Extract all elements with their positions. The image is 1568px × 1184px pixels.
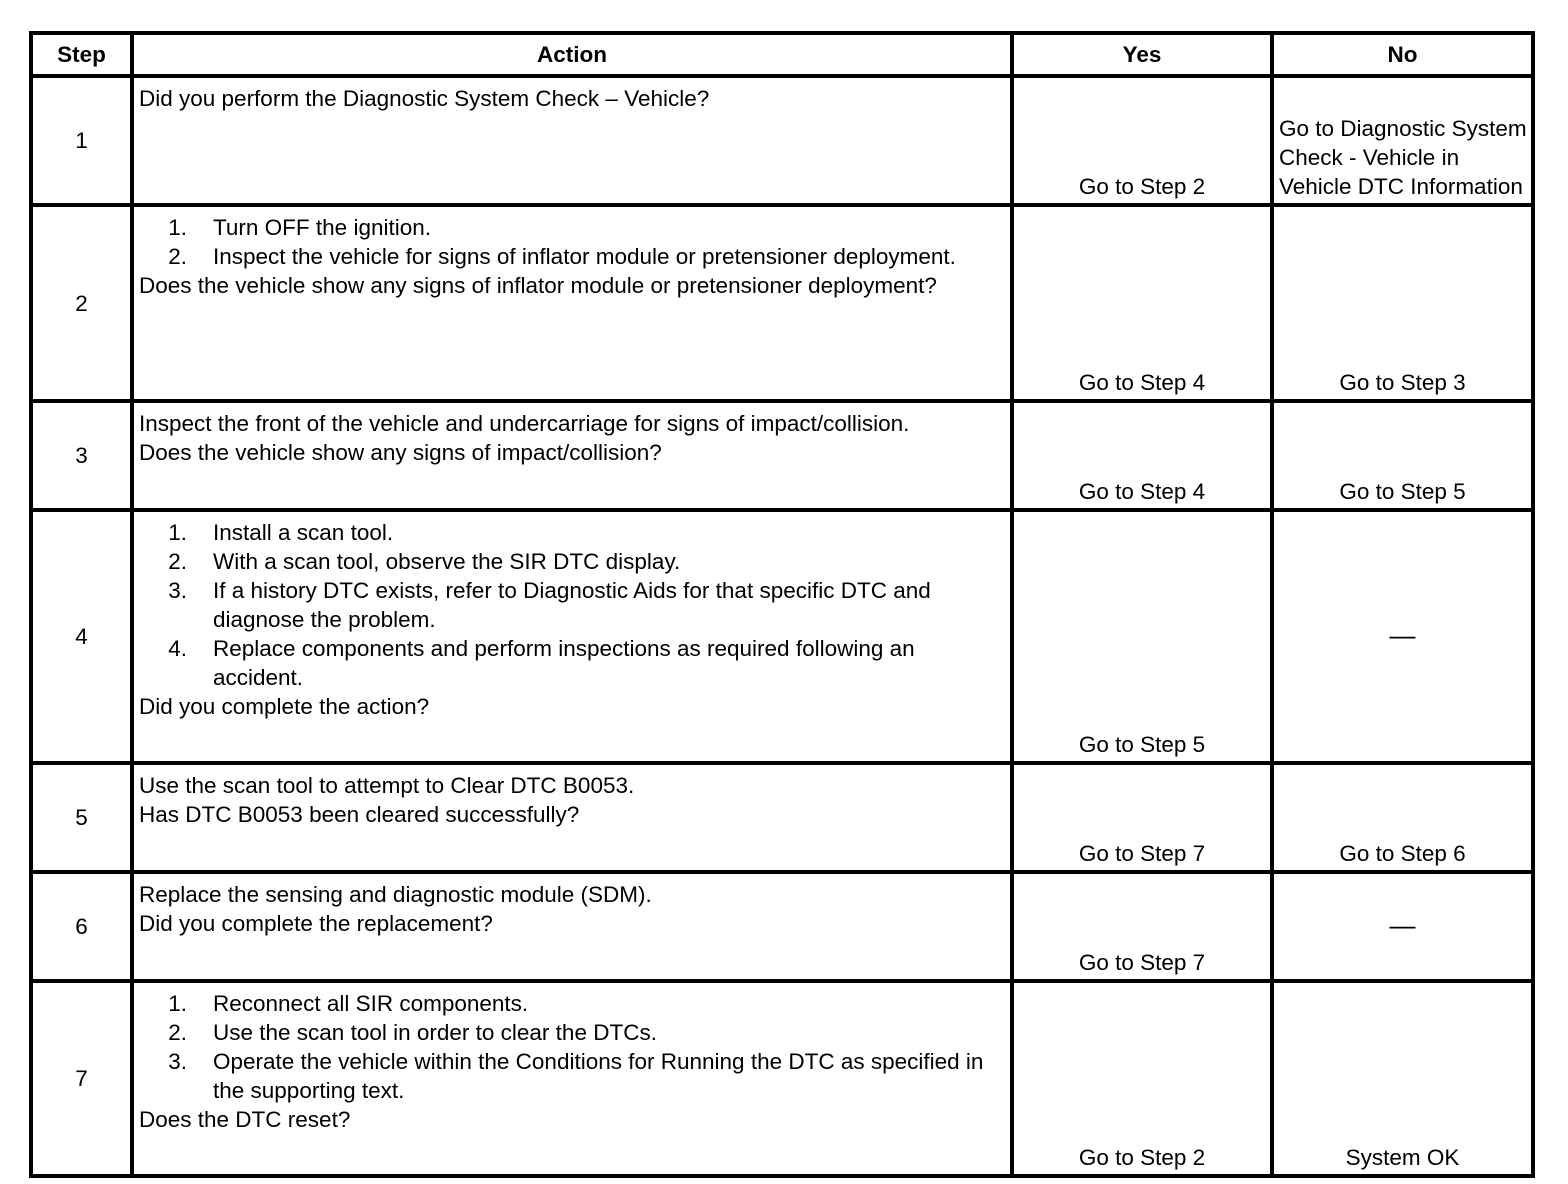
action-cell (132, 401, 1012, 510)
no-cell: Go to Diagnostic System Check - Vehicle in Vehicle DTC Information (1272, 76, 1533, 205)
step-number: 4 (31, 510, 132, 763)
action-cell (132, 981, 1012, 1176)
table-row (31, 981, 1533, 1176)
step-number: 6 (31, 872, 132, 981)
action-question: Did you complete the replacement? (139, 911, 493, 936)
list-item: 2. Inspect the vehicle for signs of inflator module or pretensioner deployment. (168, 244, 956, 269)
yes-cell: Go to Step 2 (1012, 76, 1272, 205)
step-number: 1 (31, 76, 132, 205)
yes-cell: Go to Step 7 (1012, 763, 1272, 872)
action-question: Does the DTC reset? (139, 1107, 351, 1132)
list-item: 1. Install a scan tool. (168, 520, 394, 545)
no-cell: Go to Step 3 (1272, 205, 1533, 401)
header-action: Action (132, 33, 1012, 76)
table-row (31, 205, 1533, 401)
yes-cell: Go to Step 4 (1012, 401, 1272, 510)
step-number: 2 (31, 205, 132, 401)
list-item: 1. Turn OFF the ignition. (168, 215, 432, 240)
no-cell: — (1272, 872, 1533, 981)
list-item: 4. Replace components and perform inspections as required following an accident. (168, 636, 915, 690)
action-question: Has DTC B0053 been cleared successfully? (139, 802, 580, 827)
step-number: 7 (31, 981, 132, 1176)
header-step: Step (31, 33, 132, 76)
action-cell (132, 76, 1012, 205)
no-cell: Go to Step 5 (1272, 401, 1533, 510)
action-question: Did you perform the Diagnostic System Check – Vehicle? (139, 86, 710, 111)
step-number: 5 (31, 763, 132, 872)
action-steps (139, 213, 1006, 271)
yes-cell: Go to Step 5 (1012, 510, 1272, 763)
list-item: 1. Reconnect all SIR components. (168, 991, 529, 1016)
yes-cell: Go to Step 7 (1012, 872, 1272, 981)
action-steps (139, 989, 1006, 1105)
table-row (31, 401, 1533, 510)
diagnostic-table (29, 31, 1535, 1178)
action-steps (139, 518, 1006, 692)
table-row (31, 510, 1533, 763)
step-number: 3 (31, 401, 132, 510)
list-item: 3. If a history DTC exists, refer to Diagnostic Aids for that specific DTC and diagnose the problem. (168, 578, 931, 632)
no-cell: — (1272, 510, 1533, 763)
list-item: 2. With a scan tool, observe the SIR DTC display. (168, 549, 681, 574)
yes-cell: Go to Step 2 (1012, 981, 1272, 1176)
action-intro: Inspect the front of the vehicle and undercarriage for signs of impact/collision. (139, 411, 910, 436)
action-cell (132, 205, 1012, 401)
no-cell: System OK (1272, 981, 1533, 1176)
table-row (31, 872, 1533, 981)
header-no: No (1272, 33, 1533, 76)
header-yes: Yes (1012, 33, 1272, 76)
action-cell (132, 510, 1012, 763)
action-question: Did you complete the action? (139, 694, 430, 719)
no-cell: Go to Step 6 (1272, 763, 1533, 872)
action-question: Does the vehicle show any signs of impact/collision? (139, 440, 662, 465)
list-item: 3. Operate the vehicle within the Conditions for Running the DTC as specified in the supporting text. (168, 1049, 984, 1103)
table-row (31, 76, 1533, 205)
action-cell (132, 872, 1012, 981)
list-item: 2. Use the scan tool in order to clear the DTCs. (168, 1020, 657, 1045)
action-question: Does the vehicle show any signs of inflator module or pretensioner deployment? (139, 273, 937, 298)
action-cell (132, 763, 1012, 872)
table-row (31, 763, 1533, 872)
yes-cell: Go to Step 4 (1012, 205, 1272, 401)
header-row (31, 33, 1533, 76)
action-intro: Use the scan tool to attempt to Clear DTC B0053. (139, 773, 635, 798)
action-intro: Replace the sensing and diagnostic module (SDM). (139, 882, 652, 907)
